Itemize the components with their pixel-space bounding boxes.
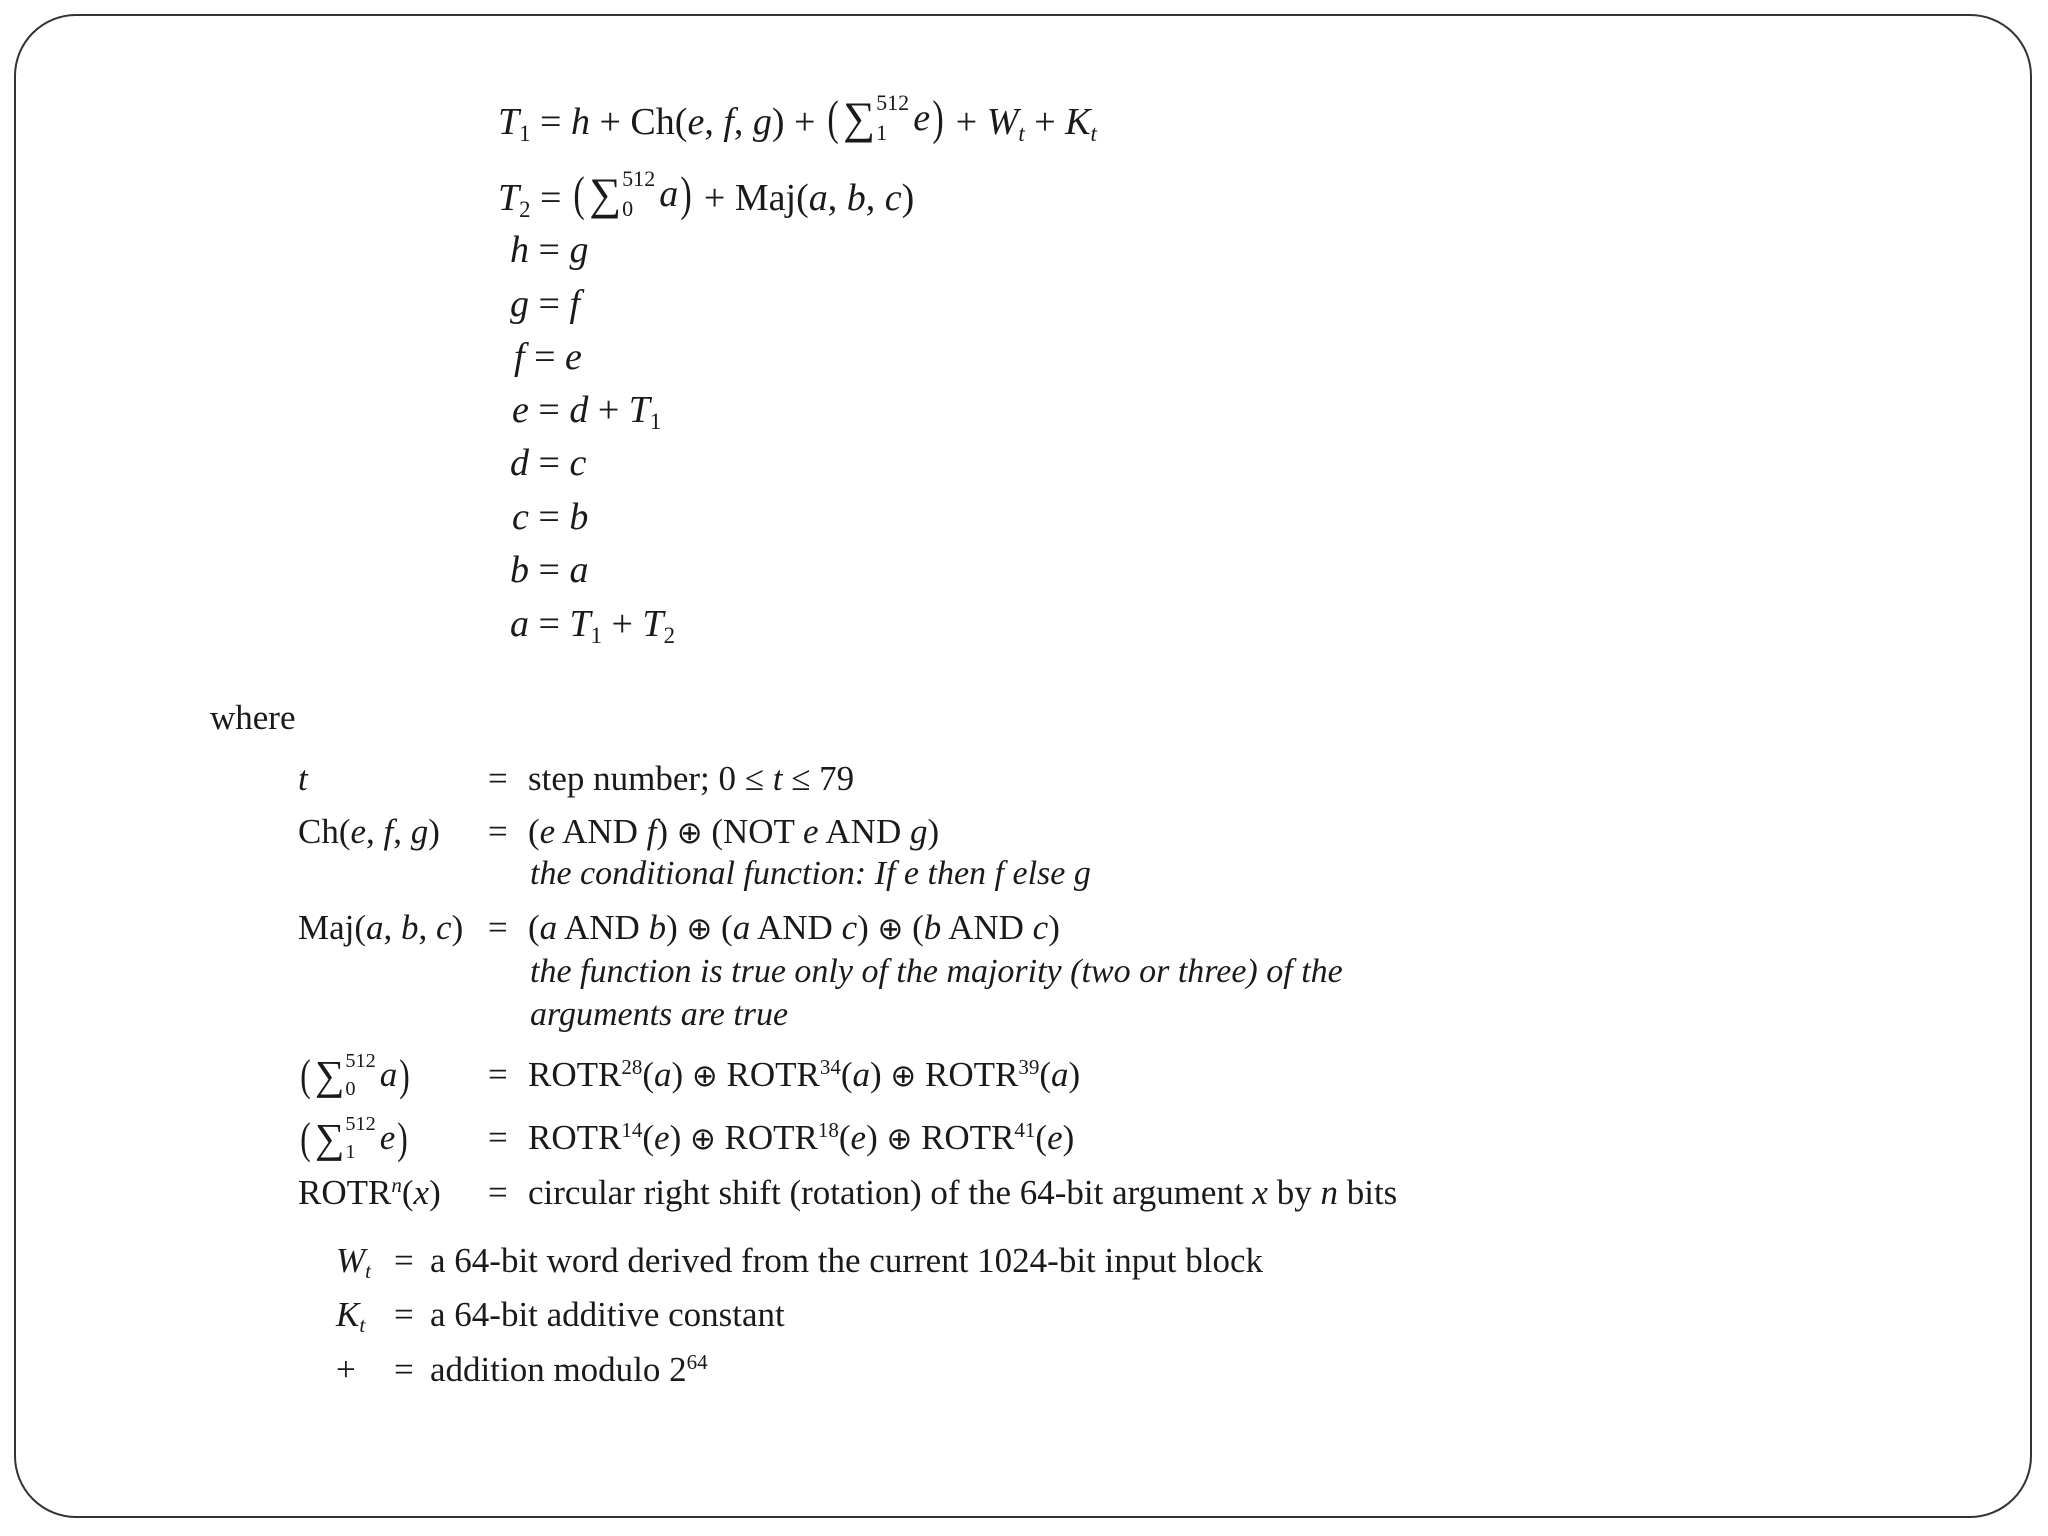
definition-plus-name: + [336, 1350, 356, 1389]
definition-sigma0-value: ROTR$^{28}$(a) ⊕ ROTR$^{34}$(a) ⊕ ROTR$^{39}$(a) [528, 1055, 1081, 1094]
definition-plus-value: addition modulo $2^{64}$ [430, 1350, 708, 1389]
definition-sigma1-value: ROTR$^{14}$(e) ⊕ ROTR$^{18}$(e) ⊕ ROTR$^{41}$(e) [528, 1118, 1075, 1157]
sigma0-term: ( ∑ 512 0 a ) [573, 166, 692, 222]
definition-sigma1-name: ( ∑ 512 1 e ) [300, 1112, 409, 1163]
definition-maj-value: (a AND b) ⊕ (a AND c) ⊕ (b AND c) [528, 908, 1060, 947]
definition-wt-value: a 64-bit word derived from the current 1024-bit input block [430, 1241, 1263, 1280]
definition-t-name: t [298, 759, 308, 798]
definition-kt-name: $K_t$ [336, 1295, 366, 1338]
definition-sigma0-name: ( ∑ 512 0 a ) [300, 1049, 410, 1100]
definition-t-value: step number; 0 ≤ t ≤ 79 [528, 759, 855, 798]
slide-content: $T_1 = h + Ch(e$, f, g) + ( ∑ 512 1 e ) + $W_t + K_t$ $T_2$ = ( ∑ 512 0 a ) + Maj(a, b, c) h = g g = f f = e $e = d + T_1$ d = c c = b b = a $a = T_1 + T_2$ where t = step number; 0 ≤ t ≤ 79 Ch(e, f, g) = (e AND f) ⊕ (NOT e AND g) the conditional function: If e then f else g Maj(a, b, c) = (a AND b) ⊕ (a AND c) ⊕ (b AND c) the function is true only of the majority (two or three) of the arguments are true ( ∑ 512 0 a ) = ROTR$^{28}$(a) ⊕ ROTR$^{34}$(a) ⊕ ROTR$^{39}$(a) ( ∑ 512 1 e ) = ROTR$^{14}$(e) ⊕ ROTR$^{18}$(e) ⊕ ROTR$^{41}$(e) ROTR$^n$(x) = circular right shift (rotation) of the 64-bit argument x by n bits $W_t$ = a 64-bit word derived from the current 1024-bit input block $K_t$ = a 64-bit additive constant + = addition modulo $2^{64}$ [210, 90, 1398, 1389]
sigma1-term: ( ∑ 512 1 e ) [827, 90, 944, 146]
definition-ch-name: Ch(e, f, g) [298, 812, 440, 851]
definition-rotr-name: ROTR$^n$(x) [298, 1173, 441, 1212]
definition-wt-name: $W_t$ [336, 1241, 371, 1284]
definition-ch-value: (e AND f) ⊕ (NOT e AND g) [528, 812, 940, 851]
definition-rotr-value: circular right shift (rotation) of the 64-bit argument x by n bits [528, 1173, 1398, 1212]
definition-kt-value: a 64-bit additive constant [430, 1295, 785, 1334]
definition-maj-name: Maj(a, b, c) [298, 908, 464, 947]
where-label: where [210, 698, 296, 737]
